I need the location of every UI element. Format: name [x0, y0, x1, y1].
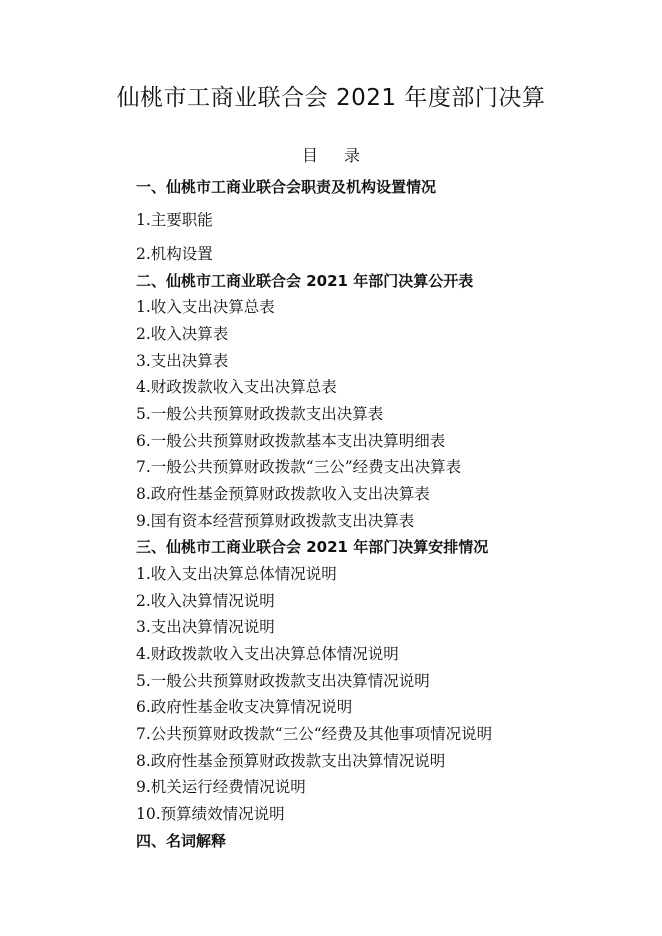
toc-item: 8.政府性基金预算财政拨款支出决算情况说明 — [136, 752, 446, 770]
toc-section-3-heading: 三、仙桃市工商业联合会 2021 年部门决算安排情况 — [136, 538, 489, 556]
toc-section-4-heading: 四、名词解释 — [136, 832, 227, 850]
toc-item: 3.支出决算表 — [136, 352, 229, 370]
document-title: 仙桃市工商业联合会 2021 年度部门决算 — [116, 85, 546, 111]
toc-item: 1.收入支出决算总表 — [136, 298, 275, 316]
toc-section-2-heading: 二、仙桃市工商业联合会 2021 年部门决算公开表 — [136, 272, 474, 290]
toc-item: 6.一般公共预算财政拨款基本支出决算明细表 — [136, 432, 446, 450]
toc-item: 5.一般公共预算财政拨款支出决算情况说明 — [136, 672, 430, 690]
toc-item: 6.政府性基金收支决算情况说明 — [136, 698, 353, 716]
toc-item: 9.机关运行经费情况说明 — [136, 778, 306, 796]
toc-heading-char-2: 录 — [344, 146, 361, 165]
toc-item: 5.一般公共预算财政拨款支出决算表 — [136, 405, 384, 423]
toc-item: 1.收入支出决算总体情况说明 — [136, 565, 337, 583]
toc-item: 4.财政拨款收入支出决算总体情况说明 — [136, 645, 399, 663]
toc-item: 2.机构设置 — [136, 245, 213, 263]
toc-item: 2.收入决算情况说明 — [136, 592, 275, 610]
toc-item: 10.预算绩效情况说明 — [136, 805, 285, 823]
toc-item: 1.主要职能 — [136, 211, 213, 229]
toc-item: 8.政府性基金预算财政拨款收入支出决算表 — [136, 485, 430, 503]
toc-item: 2.收入决算表 — [136, 325, 229, 343]
toc-section-1-heading: 一、仙桃市工商业联合会职责及机构设置情况 — [136, 178, 437, 196]
toc-heading — [0, 144, 662, 168]
toc-heading-char-1: 目 — [301, 146, 318, 165]
toc-item: 4.财政拨款收入支出决算总表 — [136, 378, 337, 396]
toc-item: 7.公共预算财政拨款“三公“经费及其他事项情况说明 — [136, 725, 493, 743]
toc-item: 9.国有资本经营预算财政拨款支出决算表 — [136, 512, 415, 530]
toc-item: 7.一般公共预算财政拨款“三公”经费支出决算表 — [136, 458, 462, 476]
toc-item: 3.支出决算情况说明 — [136, 618, 275, 636]
